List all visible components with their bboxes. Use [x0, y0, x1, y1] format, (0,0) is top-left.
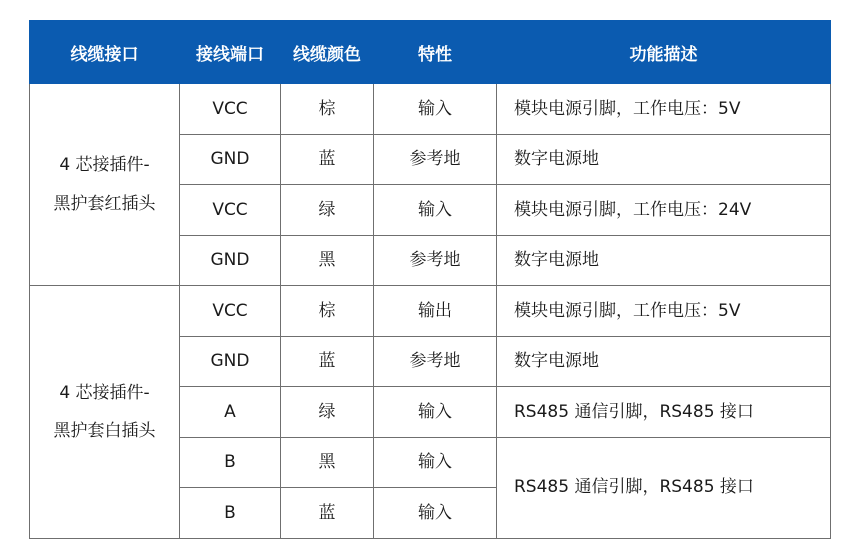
port-cell: GND — [180, 336, 281, 387]
port-cell: VCC — [180, 185, 281, 236]
color-cell: 蓝 — [281, 488, 374, 539]
port-cell: GND — [180, 235, 281, 286]
property-cell: 输入 — [374, 437, 497, 488]
color-cell: 棕 — [281, 286, 374, 337]
property-cell: 参考地 — [374, 336, 497, 387]
desc-cell: RS485 通信引脚，RS485 接口 — [497, 387, 831, 438]
property-cell: 输入 — [374, 185, 497, 236]
group-name-line: 4 芯接插件- — [59, 155, 150, 176]
property-cell: 参考地 — [374, 134, 497, 185]
header-row — [30, 21, 831, 84]
desc-cell: 模块电源引脚，工作电压：24V — [497, 185, 831, 236]
port-cell: GND — [180, 134, 281, 185]
header-cable-interface: 线缆接口 — [30, 21, 180, 84]
port-cell: A — [180, 387, 281, 438]
color-cell: 黑 — [281, 437, 374, 488]
header-function-desc: 功能描述 — [497, 21, 831, 84]
group-name-line: 4 芯接插件- — [59, 382, 150, 403]
desc-cell: 模块电源引脚，工作电压：5V — [497, 286, 831, 337]
group-name-line: 黑护套白插头 — [53, 420, 156, 441]
header-property: 特性 — [374, 21, 497, 84]
group-name-red-plug — [30, 84, 180, 286]
header-port: 接线端口 — [180, 21, 281, 84]
port-cell: VCC — [180, 286, 281, 337]
property-cell: 输出 — [374, 286, 497, 337]
property-cell: 输入 — [374, 84, 497, 135]
property-cell: 输入 — [374, 387, 497, 438]
table-row — [30, 84, 831, 135]
cable-spec-table — [29, 20, 831, 539]
color-cell: 蓝 — [281, 134, 374, 185]
group-name-white-plug — [30, 286, 180, 539]
desc-cell: 数字电源地 — [497, 235, 831, 286]
desc-cell: RS485 通信引脚，RS485 接口 — [497, 437, 831, 538]
table-header — [30, 21, 831, 84]
port-cell: B — [180, 437, 281, 488]
desc-cell: 数字电源地 — [497, 134, 831, 185]
color-cell: 绿 — [281, 185, 374, 236]
color-cell: 棕 — [281, 84, 374, 135]
header-cable-color: 线缆颜色 — [281, 21, 374, 84]
desc-cell: 模块电源引脚，工作电压：5V — [497, 84, 831, 135]
port-cell: VCC — [180, 84, 281, 135]
property-cell: 参考地 — [374, 235, 497, 286]
property-cell: 输入 — [374, 488, 497, 539]
table-body — [30, 84, 831, 539]
color-cell: 蓝 — [281, 336, 374, 387]
desc-cell: 数字电源地 — [497, 336, 831, 387]
color-cell: 绿 — [281, 387, 374, 438]
group-name-line: 黑护套红插头 — [53, 193, 156, 214]
table-row — [30, 286, 831, 337]
color-cell: 黑 — [281, 235, 374, 286]
port-cell: B — [180, 488, 281, 539]
